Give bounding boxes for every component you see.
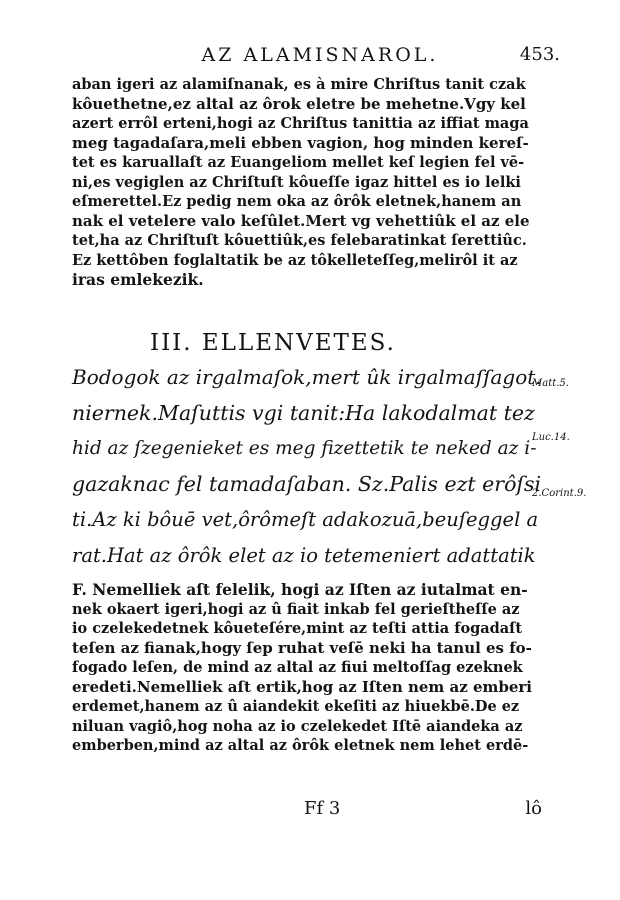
italic-line: Bodogok az irgalmaſok,mert ûk irgalmaſſagot. bbox=[72, 365, 542, 389]
text-line: tet,ha az Chriſtuſt kôuettiûk,es felebaratinkat ſerettiûc. bbox=[72, 232, 527, 249]
text-line: iras emlekezik. bbox=[72, 270, 204, 289]
margin-reference: Matt.5. bbox=[532, 378, 569, 389]
text-line: emberben,mind az altal az ôrôk eletnek nem lehet erdē- bbox=[72, 737, 529, 754]
page-number: 453. bbox=[519, 44, 560, 65]
italic-line: gazaknac fel tamadaſaban. Sz.Palis ezt erôſsi bbox=[72, 471, 542, 496]
text-line: fogado leſen, de mind az altal az fiui meltoſſag ezeknek bbox=[72, 659, 523, 676]
text-line: nek okaert igeri,hogi az û fiait inkab fel gerieſtheſſe az bbox=[72, 600, 520, 618]
text-line: eſmerettel.Ez pedig nem oka az ôrôk eletnek,hanem an bbox=[72, 193, 522, 210]
text-line: tet es karuallaſt az Euangeliom mellet keſ legien fel vē- bbox=[72, 154, 525, 171]
italic-line: hid az ſzegenieket es meg fizettetik te neked az i- bbox=[72, 438, 537, 459]
paragraph-first bbox=[72, 75, 532, 290]
text-line: nak el vetelere valo keſûlet.Mert vg vehettiûk el az ele bbox=[72, 211, 530, 230]
text-line: azert errôl erteni,hogi az Chriſtus tanittia az iffiat maga bbox=[72, 115, 529, 132]
objection-passage bbox=[72, 360, 542, 573]
catchword: lô bbox=[525, 798, 542, 819]
page-footer bbox=[72, 798, 542, 822]
section-heading: III. ELLENVETES. bbox=[150, 330, 396, 356]
text-line: F. Nemelliek aſt felelik, hogi az Iſten az iutalmat en- bbox=[72, 580, 528, 599]
signature-mark: Ff 3 bbox=[304, 798, 341, 819]
running-head: AZ ALAMISNAROL. bbox=[201, 44, 439, 66]
margin-reference: Luc.14. bbox=[532, 432, 570, 443]
text-line: ni,es vegiglen az Chriſtuſt kôueſſe igaz hittel es io lelki bbox=[72, 173, 521, 191]
margin-reference: 2.Corint.9. bbox=[532, 488, 587, 499]
text-line: kôuethetne,ez altal az ôrok eletre be mehetne.Vgy kel bbox=[72, 94, 526, 113]
paragraph-answer bbox=[72, 580, 532, 756]
text-line: Ez kettôben foglaltatik be az tôkelleteſſeg,melirôl it az bbox=[72, 251, 518, 269]
text-line: eredeti.Nemelliek aſt ertik,hog az Iſten nem az emberi bbox=[72, 677, 533, 696]
text-line: teſen az fianak,hogy ſep ruhat veſē neki ha tanul es fo- bbox=[72, 638, 532, 657]
text-line: erdemet,hanem az û aiandekit ekeſiti az hiuekbē.De ez bbox=[72, 698, 520, 715]
italic-line: rat.Hat az ôrôk elet az io tetemeniert adattatik bbox=[72, 543, 536, 567]
text-line: aban igeri az alamiſnanak, es à mire Chriſtus tanit czak bbox=[72, 76, 526, 93]
text-line: io czelekedetnek kôueteſére,mint az teſti attia fogadaſt bbox=[72, 620, 523, 637]
italic-line: ti.Az ki bôuē vet,ôrômeſt adakozuā,beuſeggel a bbox=[72, 508, 539, 531]
page-header bbox=[80, 42, 560, 72]
text-line: niluan vagiô,hog noha az io czelekedet Iſtē aiandeka az bbox=[72, 717, 523, 735]
italic-line: niernek.Maſuttis vgi tanit:Ha lakodalmat tez bbox=[72, 400, 535, 425]
text-line: meg tagadaſara,meli ebben vagion, hog minden kereſ- bbox=[72, 133, 529, 152]
